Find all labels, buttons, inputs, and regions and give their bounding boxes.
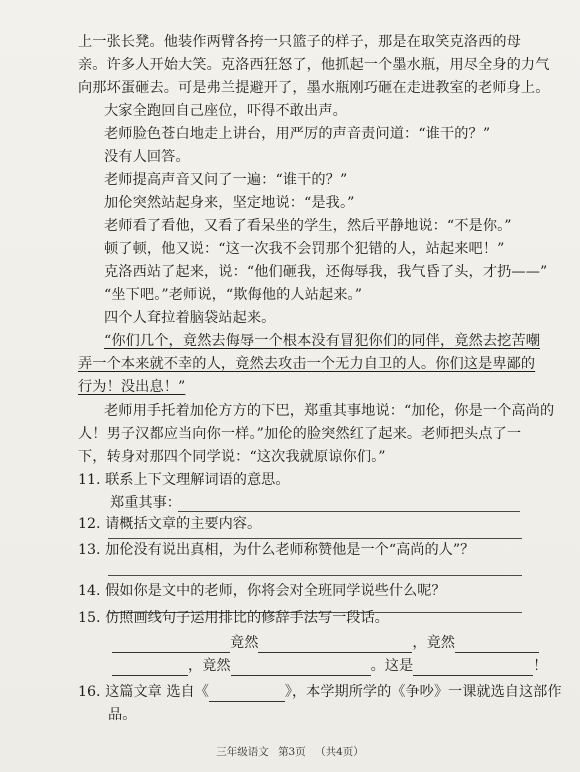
passage-line: 没有人回答。 — [104, 149, 190, 165]
q12-answer-line[interactable] — [108, 538, 522, 539]
footer-page: 第3页 — [278, 746, 306, 758]
q15-blank[interactable] — [455, 636, 539, 653]
question-12: 12. 请概括文章的主要内容。 — [78, 516, 262, 532]
question-15: 15. 仿照画线句子运用排比的修辞手法写一段话。 — [78, 610, 389, 626]
q13-answer-line[interactable] — [108, 575, 522, 576]
q15-blank[interactable] — [231, 659, 371, 676]
q16-blank[interactable] — [209, 685, 285, 702]
page-footer — [0, 744, 580, 759]
question-14: 14. 假如你是文中的老师，你将会对全班同学说些什么呢？ — [78, 583, 446, 599]
passage-line: 大家全跑回自己座位，吓得不敢出声。 — [104, 103, 347, 119]
underlined-sentence: “你们几个，竟然去侮辱一个根本没有冒犯你们的同伴，竟然去挖苦嘲 — [104, 333, 540, 349]
question-16: 16. 这篇文章 选自《 》，本学期所学的《争吵》一课就选自这部作 — [78, 684, 562, 700]
passage-line: 顿了顿，他又说：“这一次我不会罚那个犯错的人，站起来吧！” — [104, 241, 505, 257]
q15-blank[interactable] — [258, 636, 412, 653]
passage-line: 老师提高声音又问了一遍：“谁干的？” — [104, 172, 348, 188]
underlined-sentence: 弄一个本来就不幸的人，竟然去攻击一个无力自卫的人。你们这是卑鄙的 — [78, 356, 536, 372]
passage-line: 下，转身对那四个同学说：“这次我就原谅你们。” — [78, 449, 386, 465]
question-16-continued: 品。 — [108, 707, 137, 723]
underlined-sentence: 行为！没出息！” — [78, 379, 186, 395]
passage-line: 克洛西站了起来，说：“他们砸我，还侮辱我，我气昏了头，才扔——” — [104, 264, 548, 280]
passage-line: 向那坏蛋砸去。可是弗兰提避开了，墨水瓶刚巧砸在走进教室的老师身上。 — [78, 80, 550, 96]
passage-line: “坐下吧。”老师说，“欺侮他的人站起来。” — [104, 287, 363, 303]
passage-line: 亲。许多人开始大笑。克洛西狂怒了，他抓起一个墨水瓶，用尽全身的力气 — [78, 57, 550, 73]
footer-total: （共4页） — [315, 746, 364, 758]
question-13: 13. 加伦没有说出真相，为什么老师称赞他是一个“高尚的人”？ — [78, 542, 475, 558]
passage-line: 老师用手托着加伦方方的下巴，郑重其事地说：“加伦，你是一个高尚的 — [104, 403, 555, 419]
q15-blank[interactable] — [112, 636, 230, 653]
footer-subject: 三年级语文 — [216, 746, 269, 758]
q15-row-1: 竟然 ，竟然 — [112, 633, 539, 653]
q11-term-label: 郑重其事： — [110, 495, 181, 511]
q15-row-2: ，竟然 。这是 ！ — [112, 656, 547, 676]
question-11: 11. 联系上下文理解词语的意思。 — [78, 472, 290, 488]
passage-line: 加伦突然站起身来，坚定地说：“是我。” — [104, 195, 355, 211]
passage-line: 上一张长凳。他装作两臂各挎一只篮子的样子，那是在取笑克洛西的母 — [78, 34, 521, 50]
q15-blank[interactable] — [413, 659, 533, 676]
q15-blank[interactable] — [112, 659, 188, 676]
passage-line: 人！男子汉都应当向你一样。”加伦的脸突然红了起来。老师把头点了一 — [78, 426, 522, 442]
q11-answer-line[interactable] — [178, 511, 520, 512]
passage-line: 老师脸色苍白地走上讲台，用严厉的声音责问道：“谁干的？” — [104, 126, 491, 142]
passage-line: 四个人耷拉着脑袋站起来。 — [104, 310, 276, 326]
passage-line: 老师看了看他，又看了看呆坐的学生，然后平静地说：“不是你。” — [104, 218, 512, 234]
